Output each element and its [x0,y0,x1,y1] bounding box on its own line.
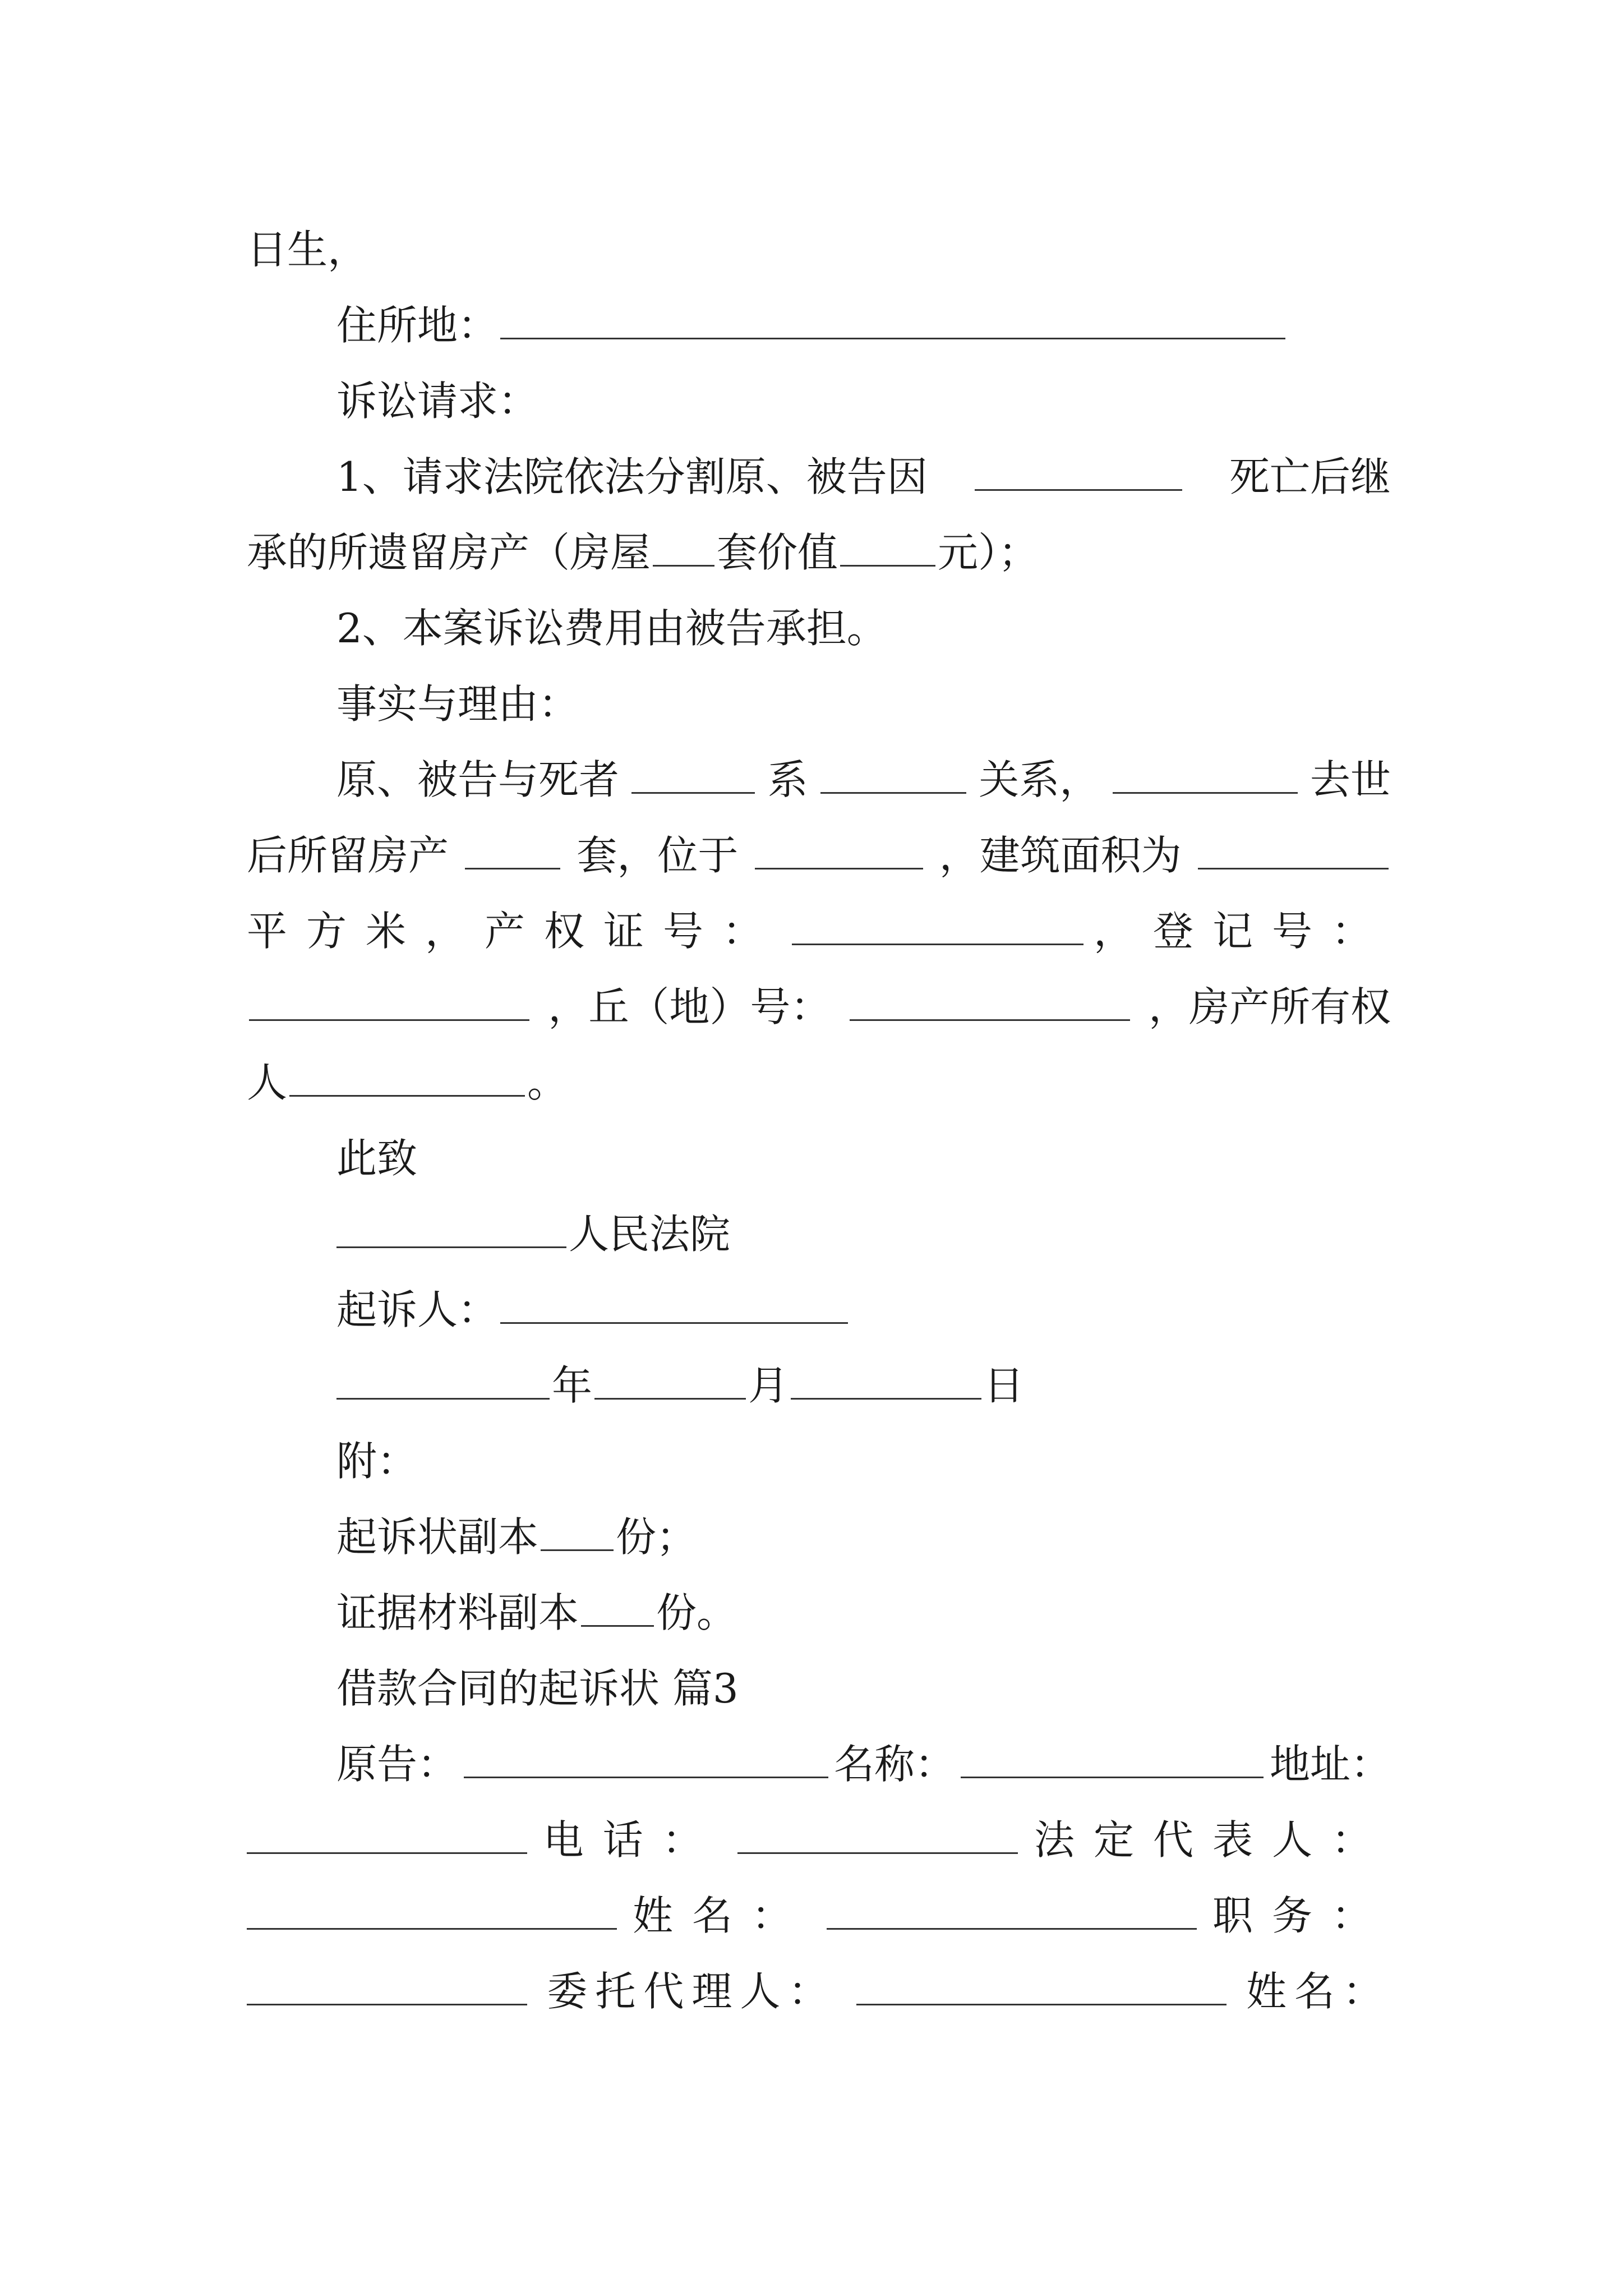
fill-blank[interactable] [1113,756,1298,794]
fill-blank[interactable] [247,1816,527,1854]
text: 年 [552,1362,593,1409]
fill-blank[interactable] [737,1816,1018,1854]
facts-line-4 [247,979,1391,1035]
text: ，建筑面积为 [939,832,1182,879]
fill-blank[interactable] [247,1968,527,2005]
fill-blank[interactable] [465,832,560,869]
facts-line-1 [336,752,1391,808]
text-line [247,222,1391,278]
fill-blank[interactable] [840,529,935,567]
text: 名称： [833,1741,955,1788]
text: 份； [616,1513,697,1561]
text: 电话： [543,1816,722,1864]
text: 。 [527,1059,568,1106]
fill-blank[interactable] [653,529,714,567]
fill-blank[interactable] [594,1362,746,1400]
section-heading: 借款合同的起诉状 篇3 [336,1665,739,1712]
text: 份。 [656,1589,737,1636]
text: 原告： [336,1741,458,1788]
salutation-line [336,1130,1391,1186]
text: 委托代理人： [547,1968,837,2015]
fill-blank[interactable] [961,1741,1264,1778]
text: 元）； [938,529,1039,576]
text: 日 [984,1362,1025,1409]
text: 职务： [1212,1892,1391,1939]
fill-blank[interactable] [975,453,1182,491]
text: ，房产所有权 [1148,983,1391,1030]
fill-blank[interactable] [820,756,966,794]
facts-line-5 [247,1055,1391,1111]
fill-blank[interactable] [464,1741,828,1778]
heading-claims [336,373,1391,429]
plaintiff-info-line-4 [247,1963,1391,2019]
attachment-line-2 [336,1585,1391,1641]
fill-blank[interactable] [631,756,755,794]
claim-1-line [336,449,1391,505]
text: 套，位于 [577,832,739,879]
address-label: 住所地： [336,302,499,349]
text: 姓名： [632,1892,811,1939]
fill-blank[interactable] [289,1059,525,1097]
text: ，登记号： [1093,908,1391,955]
text: 法定代表人： [1034,1816,1391,1864]
text: 人 [247,1059,288,1106]
fill-blank[interactable] [249,983,529,1021]
facts-line-3 [247,903,1391,959]
facts-line-2 [247,827,1391,884]
claim-2-line [336,600,1391,656]
plaintiff-sign-line [336,1282,1391,1338]
text: 起诉状副本 [336,1513,539,1561]
text: 系 [767,756,808,803]
fill-blank[interactable] [1198,832,1389,869]
text: 1、请求法院依法分割原、被告因 [336,453,928,500]
text: 后所留房产 [247,832,449,879]
plaintiff-info-line-1 [336,1736,1391,1792]
fill-blank[interactable] [792,908,1083,945]
fill-blank[interactable] [336,1211,566,1248]
text: ，丘（地）号： [548,983,831,1030]
fill-blank[interactable] [850,983,1130,1021]
plaintiff-info-line-2 [247,1812,1391,1868]
section-title [336,1660,1391,1717]
fill-blank[interactable] [581,1589,654,1627]
attachment-heading [336,1433,1391,1489]
claim-1-cont-line [247,524,1391,581]
text: 起诉人： [336,1286,499,1333]
text: 原、被告与死者 [336,756,620,803]
fill-blank[interactable] [856,1968,1227,2005]
plaintiff-info-line-3 [247,1888,1391,1944]
fill-blank[interactable] [827,1892,1197,1930]
fill-blank[interactable] [791,1362,981,1400]
text: 日生， [247,226,368,273]
text: 月 [748,1362,789,1409]
fill-blank[interactable] [500,1286,848,1324]
fill-blank[interactable] [336,1362,550,1400]
date-line [336,1358,1391,1414]
heading-facts [336,676,1391,732]
attachment-line-1 [336,1509,1391,1565]
text: 2、本案诉讼费用由被告承担。 [336,605,887,652]
text: 此致 [336,1135,418,1182]
address-line [336,297,1391,353]
text: 去世 [1310,756,1391,803]
text: 死亡后继 [1229,453,1391,500]
fill-blank[interactable] [500,302,1285,339]
text: 地址： [1269,1741,1391,1788]
fill-blank[interactable] [247,1892,617,1930]
text: 附： [336,1438,418,1485]
court-line [336,1206,1391,1262]
text: 平方米，产权证号： [247,908,782,955]
text: 关系， [979,756,1100,803]
text: 人民法院 [569,1211,731,1258]
text: 证据材料副本 [336,1589,579,1636]
section-heading: 诉讼请求： [336,378,539,425]
fill-blank[interactable] [755,832,923,869]
text: 套价值 [717,529,838,576]
fill-blank[interactable] [541,1513,614,1551]
text: 承的所遗留房产（房屋 [247,529,651,576]
section-heading: 事实与理由： [336,680,579,728]
text: 姓名： [1246,1968,1391,2015]
